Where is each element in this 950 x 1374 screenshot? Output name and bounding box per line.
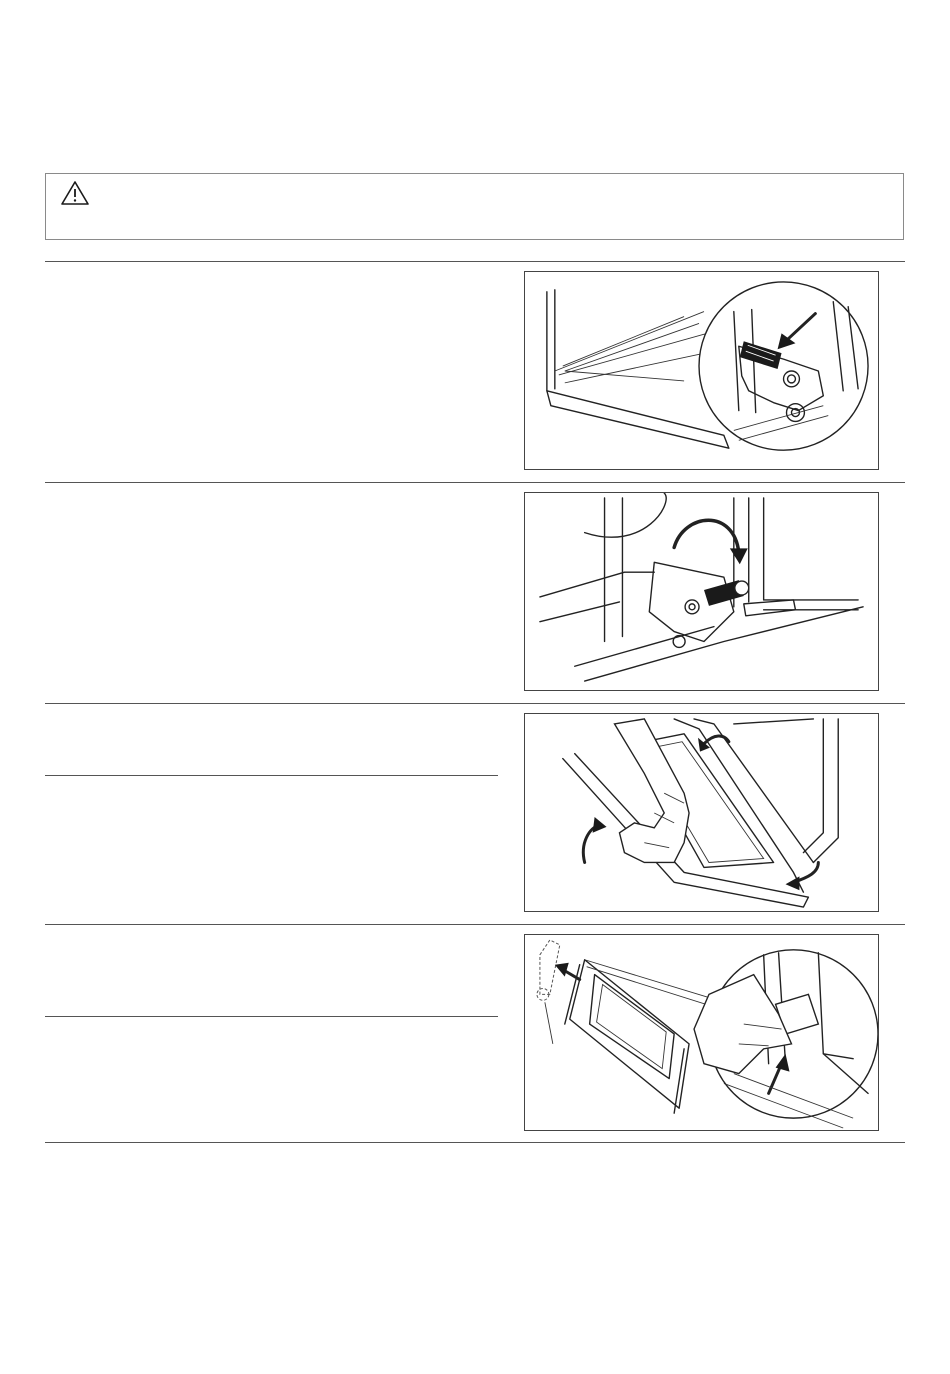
- warning-triangle-icon: [60, 180, 90, 206]
- section-divider: [45, 703, 905, 704]
- door-glass-removal-illustration: [524, 934, 879, 1131]
- section-divider: [45, 482, 905, 483]
- section-divider: [45, 1142, 905, 1143]
- sub-divider: [45, 775, 498, 776]
- door-lift-illustration: [524, 713, 879, 912]
- sub-divider: [45, 1016, 498, 1017]
- warning-box: [45, 173, 904, 240]
- section-divider: [45, 924, 905, 925]
- section-divider: [45, 261, 905, 262]
- hinge-lever-release-illustration: [524, 271, 879, 470]
- hinge-lever-rotate-illustration: [524, 492, 879, 691]
